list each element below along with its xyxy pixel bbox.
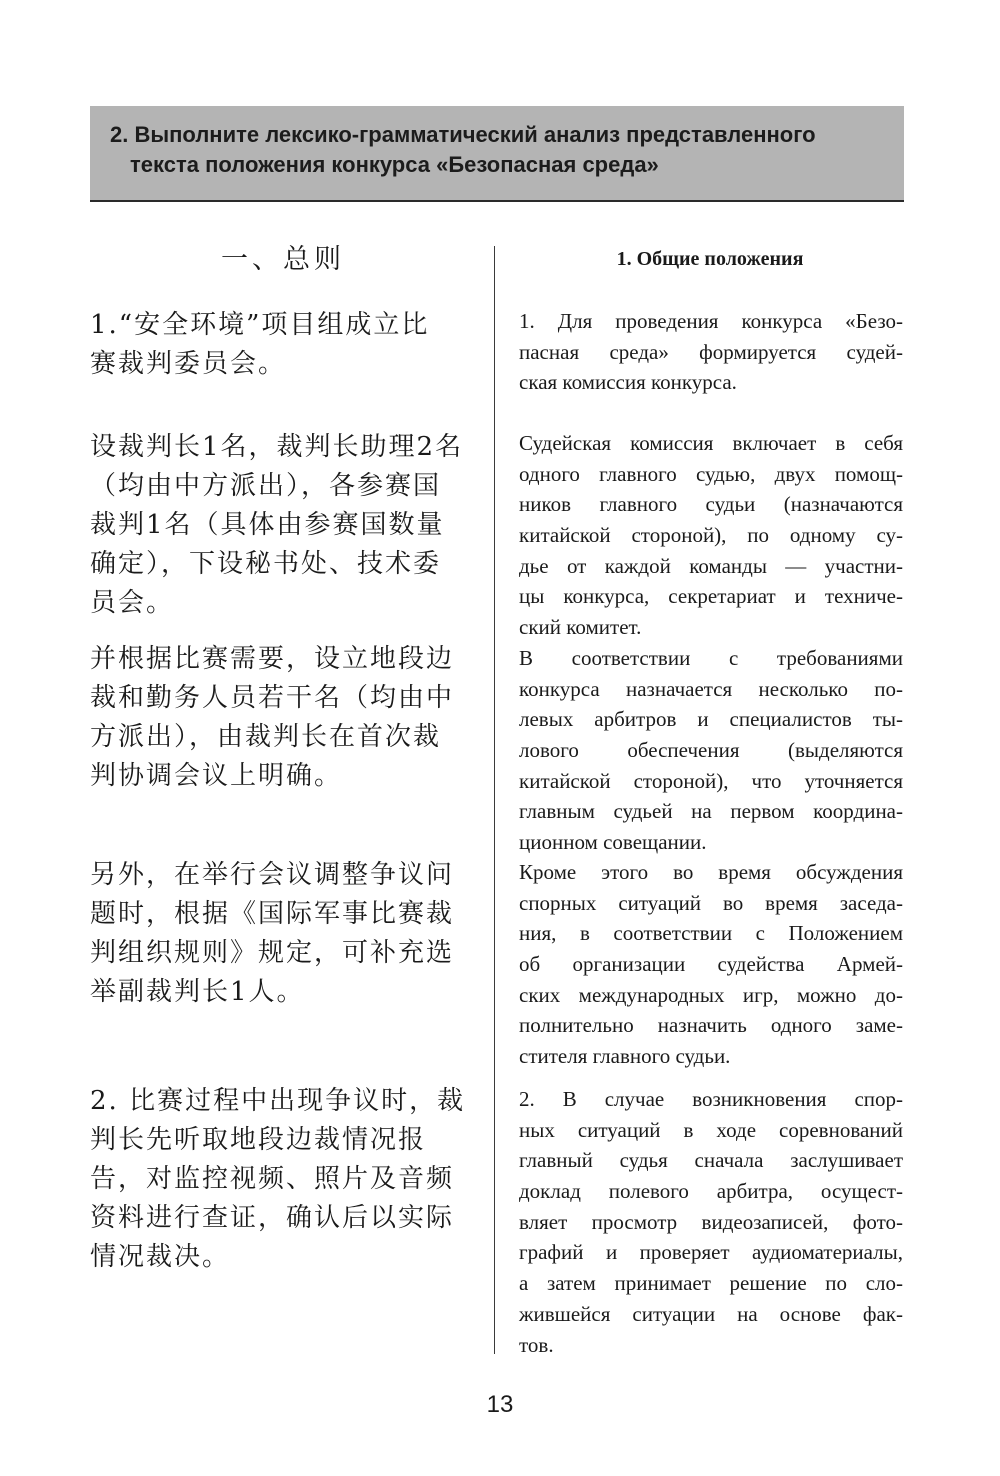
chinese-section-heading: 一、总则: [221, 244, 345, 275]
text-line: 1.“安全环境”项目组成立比: [90, 310, 430, 340]
chinese-paragraph-1: [90, 306, 464, 384]
chinese-paragraph-4: [90, 856, 464, 1012]
text-line: графий и проверяет аудиоматериалы,: [519, 1240, 903, 1265]
chinese-paragraph-5: [90, 1082, 464, 1277]
text-line: 裁判1名（具体由参赛国数量: [90, 510, 445, 540]
banner-title-line-1: 2. Выполните лексико-грамматический анализ представленного: [110, 122, 816, 147]
text-line: 判长先听取地段边裁情况报: [90, 1125, 427, 1155]
chinese-paragraph-2: [90, 428, 464, 623]
text-line: ников главного судьи (назначаются: [519, 492, 903, 517]
text-line: одного главного судью, двух помощ-: [519, 461, 903, 486]
text-line: 2. В случае возникновения спор-: [519, 1087, 903, 1111]
column-divider: [494, 246, 495, 1354]
text-line: 判组织规则》规定，可补充选: [90, 938, 455, 968]
text-line: об организации судейства Армей-: [519, 952, 903, 977]
russian-paragraph-1: [519, 306, 903, 398]
text-line: Судейская комиссия включает в себя: [519, 431, 903, 455]
text-line: жившейся ситуации на основе фак-: [519, 1301, 903, 1326]
russian-paragraph-4: [519, 857, 903, 1072]
text-line: В соответствии с требованиями: [519, 646, 903, 670]
text-line: китайской стороной), по одному су-: [519, 523, 903, 548]
russian-paragraph-5: [519, 1084, 903, 1360]
text-line: стителя главного судьи.: [519, 1044, 731, 1069]
text-line: ных ситуаций в ходе соревнований: [519, 1117, 903, 1142]
text-line: 情况裁决。: [90, 1242, 231, 1272]
text-line: китайской стороной), что уточняется: [519, 768, 903, 793]
text-line: вляет просмотр видеозаписей, фото-: [519, 1209, 903, 1234]
text-line: дье от каждой команды — участни-: [519, 553, 903, 578]
text-line: 确定），下设秘书处、技术委: [90, 549, 442, 579]
page-number: 13: [486, 1391, 514, 1418]
text-line: 题时，根据《国际军事比赛裁: [90, 899, 455, 929]
chinese-paragraph-3: [90, 640, 464, 796]
text-line: лового обеспечения (выделяются: [519, 738, 903, 763]
text-line: ских международных игр, можно до-: [519, 982, 903, 1007]
text-line: пасная среда» формируется судей-: [519, 339, 903, 364]
text-line: главный судья сначала заслушивает: [519, 1148, 903, 1173]
text-line: 2. 比赛过程中出现争议时，裁: [90, 1086, 466, 1116]
text-line: конкурса назначается несколько по-: [519, 676, 903, 701]
exercise-banner: [90, 106, 904, 202]
text-line: （均由中方派出），各参赛国: [90, 471, 442, 501]
text-line: а затем принимает решение по сло-: [519, 1271, 903, 1296]
text-line: ния, в соответствии с Положением: [519, 921, 903, 946]
text-line: ская комиссия конкурса.: [519, 370, 737, 395]
text-line: тов.: [519, 1332, 554, 1357]
text-line: спорных ситуаций во время заседа-: [519, 890, 903, 915]
russian-paragraph-3: [519, 643, 903, 858]
text-line: доклад полевого арбитра, осущест-: [519, 1179, 903, 1204]
text-line: ционном совещании.: [519, 830, 707, 855]
banner-title-line-2: текста положения конкурса «Безопасная среда»: [130, 152, 659, 177]
text-line: 裁和勤务人员若干名（均由中: [90, 683, 455, 713]
text-line: 举副裁判长1人。: [90, 977, 305, 1007]
text-line: главным судьей на первом координа-: [519, 799, 903, 824]
text-line: полнительно назначить одного заме-: [519, 1013, 903, 1038]
russian-section-heading: 1. Общие положения: [616, 248, 804, 270]
text-line: 员会。: [90, 588, 175, 618]
text-line: левых арбитров и специалистов ты-: [519, 707, 903, 732]
text-line: 另外，在举行会议调整争议问: [90, 860, 455, 890]
text-line: 并根据比赛需要，设立地段边: [90, 644, 455, 674]
text-line: 判协调会议上明确。: [90, 761, 343, 791]
text-line: ский комитет.: [519, 615, 642, 640]
text-line: 方派出），由裁判长在首次裁: [90, 722, 442, 752]
text-line: 1. Для проведения конкурса «Безо-: [519, 309, 903, 333]
russian-paragraph-2: [519, 428, 903, 643]
text-line: 资料进行查证，确认后以实际: [90, 1203, 455, 1233]
text-line: цы конкурса, секретариат и техниче-: [519, 584, 903, 609]
text-line: 设裁判长1名，裁判长助理2名: [90, 432, 464, 462]
text-line: 告，对监控视频、照片及音频: [90, 1164, 455, 1194]
text-line: Кроме этого во время обсуждения: [519, 860, 903, 884]
text-line: 赛裁判委员会。: [90, 349, 287, 379]
